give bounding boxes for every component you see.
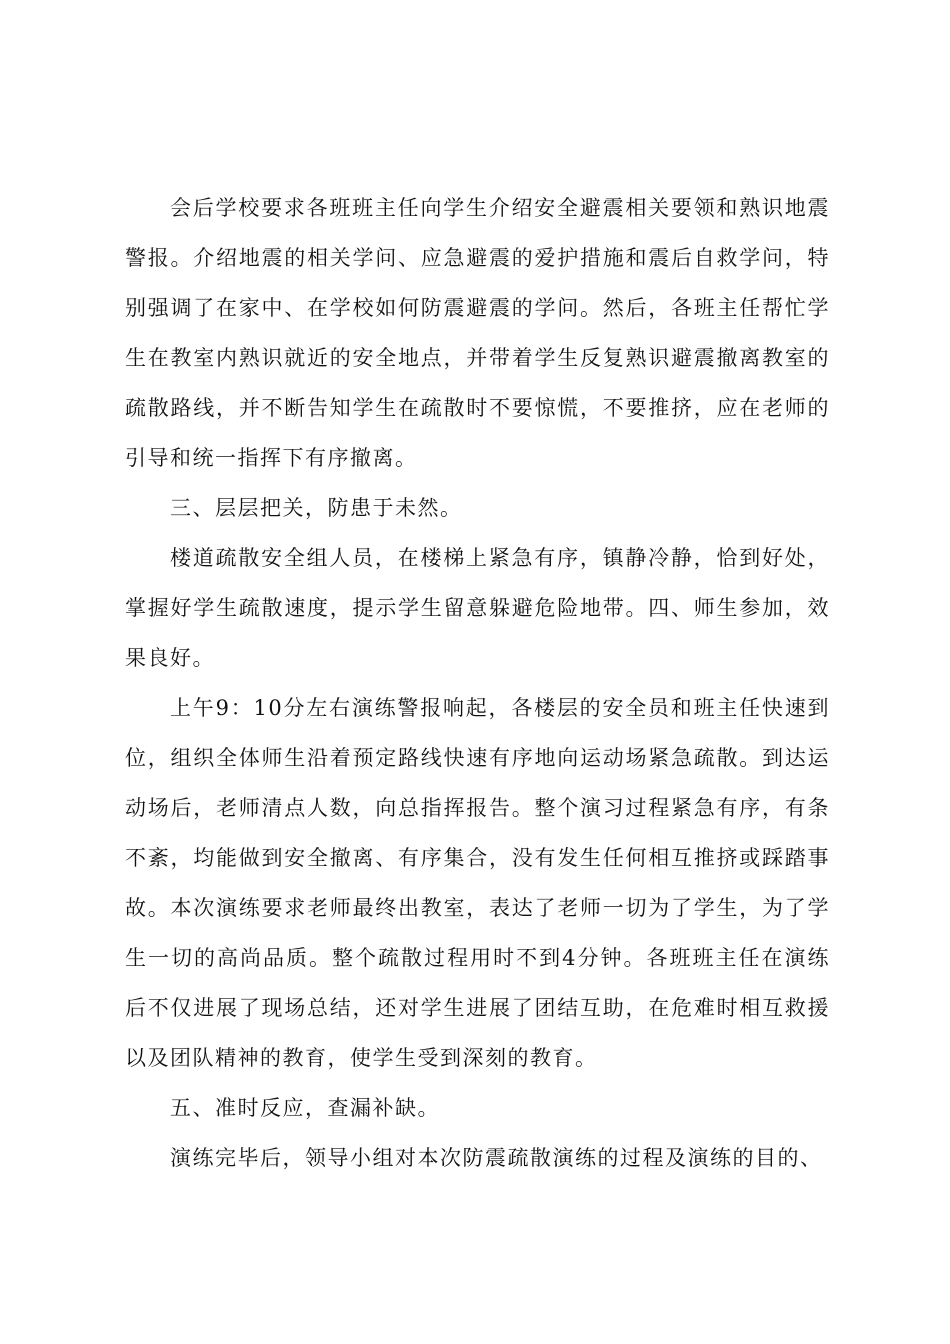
paragraph-drill-process: 上午9：10分左右演练警报响起，各楼层的安全员和班主任快速到位，组织全体师生沿着预定路线快速有序地向运动场紧急疏散。到达运动场后，老师清点人数，向总指挥报告。整个演习过程紧急有序，有条不紊，均能做到安全撤离、有序集合，没有发生任何相互推挤或踩踏事故。本次演练要求老师最终出教室，表达了老师一切为了学生，为了学生一切的高尚品质。整个疏散过程用时不到4分钟。各班班主任在演练后不仅进展了现场总结，还对学生进展了团结互助，在危难时相互救援以及团队精神的教育，使学生受到深刻的教育。 [125,696,830,1070]
paragraph-drill-review: 演练完毕后，领导小组对本次防震疏散演练的过程及演练的目的、 [170,1146,823,1170]
paragraph-stairway-safety: 楼道疏散安全组人员，在楼梯上紧急有序，镇静冷静，恰到好处，掌握好学生疏散速度，提示学生留意躲避危险地带。四、师生参加，效果良好。 [125,546,830,670]
heading-section-five: 五、准时反应，查漏补缺。 [170,1096,440,1120]
paragraph-post-meeting-instruction: 会后学校要求各班班主任向学生介绍安全避震相关要领和熟识地震警报。介绍地震的相关学问、应急避震的爱护措施和震后自救学问，特别强调了在家中、在学校如何防震避震的学问。然后，各班主任帮忙学生在教室内熟识就近的安全地点，并带着学生反复熟识避震撤离教室的疏散路线，并不断告知学生在疏散时不要惊慌，不要推挤，应在老师的引导和统一指挥下有序撤离。 [125,196,830,470]
heading-section-three: 三、层层把关，防患于未然。 [170,496,463,520]
document-body [125,183,830,1183]
